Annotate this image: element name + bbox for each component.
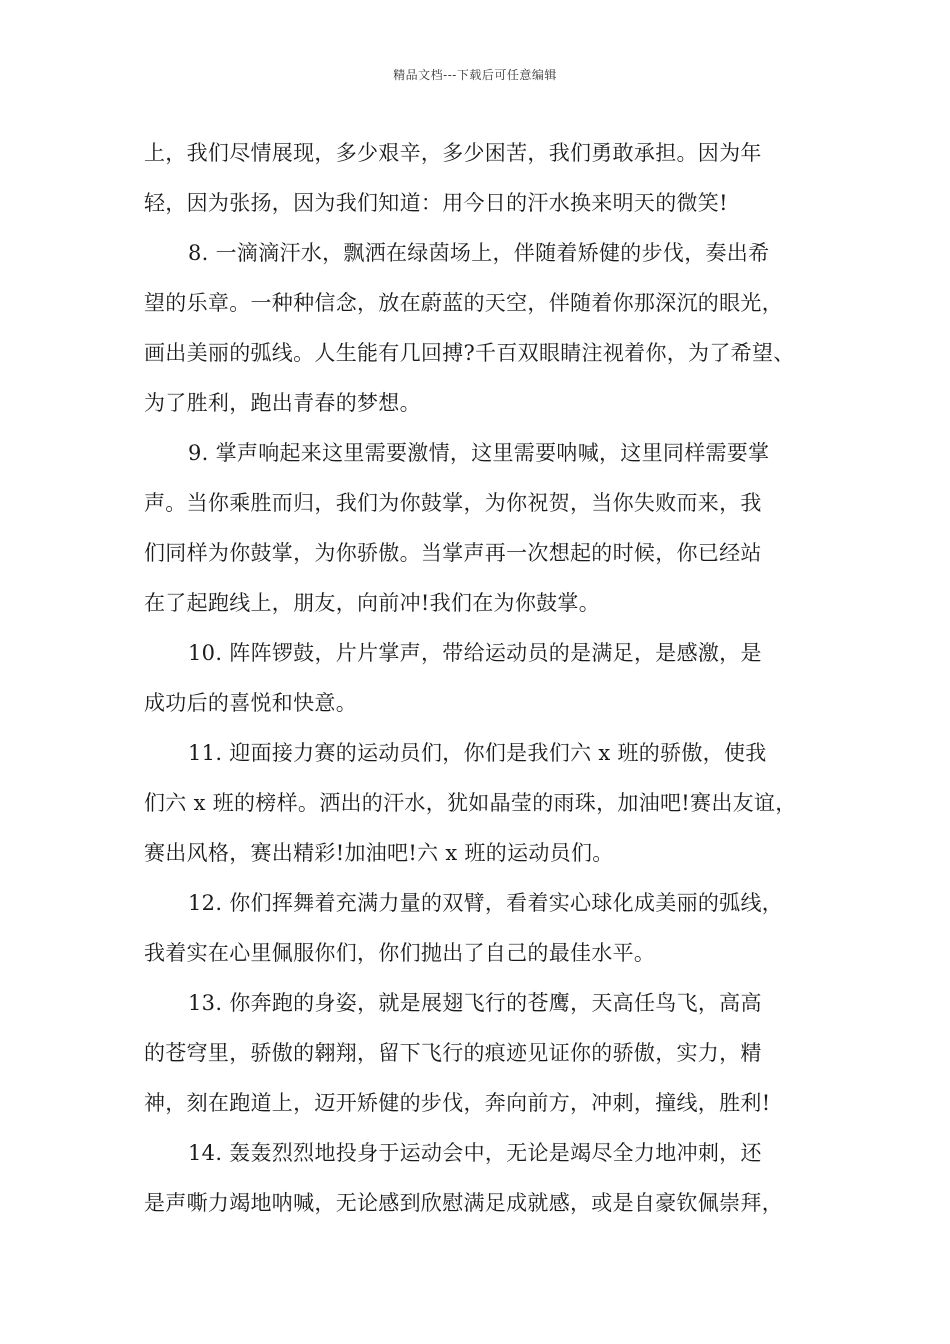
text-line: 赛出风格，赛出精彩!加油吧!六 x 班的运动员们。 xyxy=(144,841,614,865)
document-body xyxy=(144,128,824,1228)
paragraph-start-line: 12. 你们挥舞着充满力量的双臂，看着实心球化成美丽的弧线， xyxy=(188,891,784,915)
text-line: 上，我们尽情展现，多少艰辛，多少困苦，我们勇敢承担。因为年 xyxy=(144,141,762,165)
paragraph-start-line: 13. 你奔跑的身姿，就是展翅飞行的苍鹰，天高任鸟飞，高高 xyxy=(188,991,762,1015)
text-line: 望的乐章。一种种信念，放在蔚蓝的天空，伴随着你那深沉的眼光， xyxy=(144,291,783,315)
text-line: 我着实在心里佩服你们，你们抛出了自己的最佳水平。 xyxy=(144,941,656,965)
text-line: 声。当你乘胜而归，我们为你鼓掌，为你祝贺，当你失败而来，我 xyxy=(144,491,762,515)
paragraph-start-line: 9. 掌声响起来这里需要激情，这里需要呐喊，这里同样需要掌 xyxy=(188,441,770,465)
text-line: 们六 x 班的榜样。洒出的汗水，犹如晶莹的雨珠，加油吧!赛出友谊， xyxy=(144,791,797,815)
paragraph-start-line: 10. 阵阵锣鼓，片片掌声，带给运动员的是满足，是感激，是 xyxy=(188,641,762,665)
page-header: 精品文档---下载后可任意编辑 xyxy=(393,68,557,82)
text-line: 轻，因为张扬，因为我们知道：用今日的汗水换来明天的微笑! xyxy=(144,191,728,215)
text-line: 成功后的喜悦和快意。 xyxy=(144,691,357,715)
paragraph-start-line: 11. 迎面接力赛的运动员们，你们是我们六 x 班的骄傲，使我 xyxy=(188,741,767,765)
text-line: 画出美丽的弧线。人生能有几回搏?千百双眼睛注视着你，为了希望、 xyxy=(144,341,795,365)
text-line: 为了胜利，跑出青春的梦想。 xyxy=(144,391,421,415)
paragraph-start-line: 8. 一滴滴汗水，飘洒在绿茵场上，伴随着矫健的步伐，奏出希 xyxy=(188,241,770,265)
paragraph-start-line: 14. 轰轰烈烈地投身于运动会中，无论是竭尽全力地冲刺，还 xyxy=(188,1141,762,1165)
text-line: 神，刻在跑道上，迈开矫健的步伐，奔向前方，冲刺，撞线，胜利! xyxy=(144,1091,771,1115)
text-line: 在了起跑线上，朋友，向前冲!我们在为你鼓掌。 xyxy=(144,591,601,615)
text-line: 的苍穹里，骄傲的翱翔，留下飞行的痕迹见证你的骄傲，实力，精 xyxy=(144,1041,762,1065)
text-line: 是声嘶力竭地呐喊，无论感到欣慰满足成就感，或是自豪钦佩崇拜， xyxy=(144,1191,783,1215)
text-line: 们同样为你鼓掌，为你骄傲。当掌声再一次想起的时候，你已经站 xyxy=(144,541,762,565)
